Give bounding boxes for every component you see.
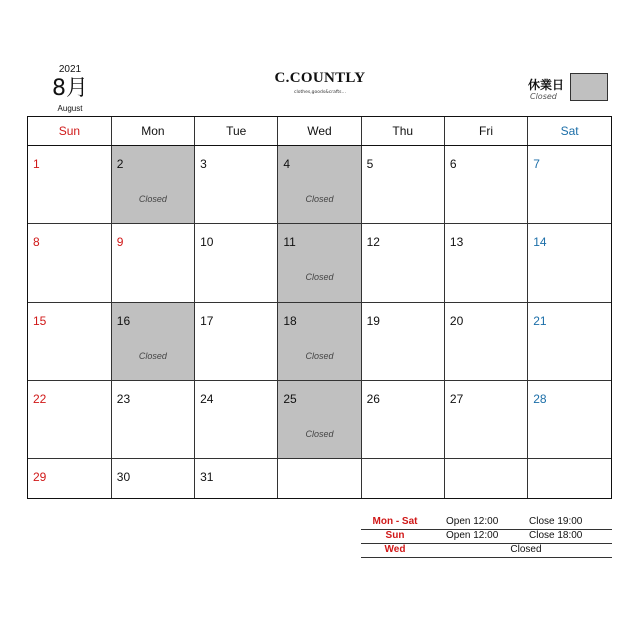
day-number: 2 [116,157,124,171]
calendar-day-cell [195,459,278,498]
legend-swatch [570,73,608,101]
day-number: 26 [366,391,380,406]
hours-row-mon-sat [361,516,612,530]
closed-label: Closed [138,350,167,361]
day-number: 3 [200,157,207,171]
day-number: 23 [116,391,131,406]
day-number: 7 [533,157,540,171]
calendar-day-cell [278,302,361,380]
day-number: 17 [200,313,214,328]
day-number: 30 [116,470,131,485]
hours-open-time: Open 12:00 [446,516,499,527]
day-number: 12 [366,235,380,250]
day-number: 1 [33,157,40,171]
brand-tagline: clothes,goods&crafts… [294,90,346,95]
closed-label: Closed [305,272,334,283]
calendar-day-cell [444,224,527,302]
day-number: 4 [283,157,291,171]
calendar-week-row [28,459,611,498]
calendar-day-cell [361,380,444,458]
day-number: 11 [283,235,296,250]
calendar-day-cell [111,146,194,224]
calendar-day-cell [28,146,111,224]
day-number: 10 [200,235,214,250]
day-number: 14 [533,235,547,250]
hours-days-label: Mon - Sat [372,516,418,527]
hours-row-sun [361,530,612,544]
day-number: 27 [449,391,464,406]
year-label: 2021 [58,64,82,75]
calendar-day-cell [528,302,611,380]
day-number: 18 [283,313,297,328]
calendar-day-cell [111,302,194,380]
calendar-week-row [28,224,611,302]
calendar-grid [27,116,612,499]
closed-label: Closed [138,194,167,204]
closed-label: Closed [305,194,334,204]
hours-close-time: Close 18:00 [529,530,583,541]
weekday-header-sun: Sun [28,117,111,146]
day-number: 16 [116,313,131,328]
calendar-day-cell [28,224,111,302]
calendar-day-cell [28,302,111,380]
weekday-header-sat: Sat [528,117,611,146]
calendar-day-cell [361,224,444,302]
calendar-week-row [28,302,611,380]
day-number: 29 [33,470,47,485]
legend-label: 休業日 [528,78,565,92]
day-number: 8 [33,235,40,250]
calendar-empty-cell [361,459,444,498]
calendar-day-cell [361,146,444,224]
day-number: 22 [33,391,47,406]
calendar-day-cell [111,224,194,302]
calendar-day-cell [195,380,278,458]
calendar-day-cell [444,380,527,458]
day-number: 31 [200,470,214,485]
calendar-day-cell [111,459,194,498]
calendar-day-cell [28,459,111,498]
calendar-empty-cell [528,459,611,498]
calendar-empty-cell [278,459,361,498]
calendar-week-row [28,146,611,224]
brand-logo: C.COUNTLY [274,70,366,86]
closed-label: Closed [305,428,334,439]
day-number: 28 [533,391,547,406]
calendar-day-cell [28,380,111,458]
calendar-day-cell [528,224,611,302]
calendar-day-cell [444,146,527,224]
day-number: 24 [200,391,214,406]
business-hours [361,516,612,558]
closed-label: Closed [305,350,334,361]
calendar-empty-cell [444,459,527,498]
day-number: 13 [449,235,464,250]
hours-open-time: Open 12:00 [446,530,499,541]
hours-close-time: Close 19:00 [529,516,583,527]
hours-days-label: Wed [384,544,406,555]
hours-row-wed [361,544,612,558]
weekday-header-tue: Tue [195,117,278,146]
calendar-day-cell [528,146,611,224]
day-number: 5 [366,157,374,171]
day-number: 6 [449,157,457,171]
legend-sub-label: Closed [530,92,557,101]
day-number: 9 [116,235,124,250]
day-number: 25 [283,391,297,406]
hours-closed-text: Closed [510,544,542,555]
weekday-header-thu: Thu [361,117,444,146]
calendar-day-cell [195,146,278,224]
day-number: 15 [33,313,47,328]
weekday-header-wed: Wed [278,117,361,146]
calendar-day-cell [195,224,278,302]
day-number: 19 [366,313,380,328]
month-label: 8月 [52,76,88,101]
weekday-header-row [28,117,611,146]
calendar-week-row [28,380,611,458]
weekday-header-fri: Fri [444,117,527,146]
calendar-day-cell [278,146,361,224]
calendar-day-cell [528,380,611,458]
day-number: 20 [449,313,464,328]
day-number: 21 [533,313,547,328]
calendar-day-cell [278,380,361,458]
weekday-header-mon: Mon [111,117,194,146]
hours-days-label: Sun [385,530,405,541]
calendar-day-cell [195,302,278,380]
calendar-day-cell [444,302,527,380]
calendar-day-cell [361,302,444,380]
calendar-day-cell [278,224,361,302]
calendar-day-cell [111,380,194,458]
month-english-label: August [57,104,83,113]
